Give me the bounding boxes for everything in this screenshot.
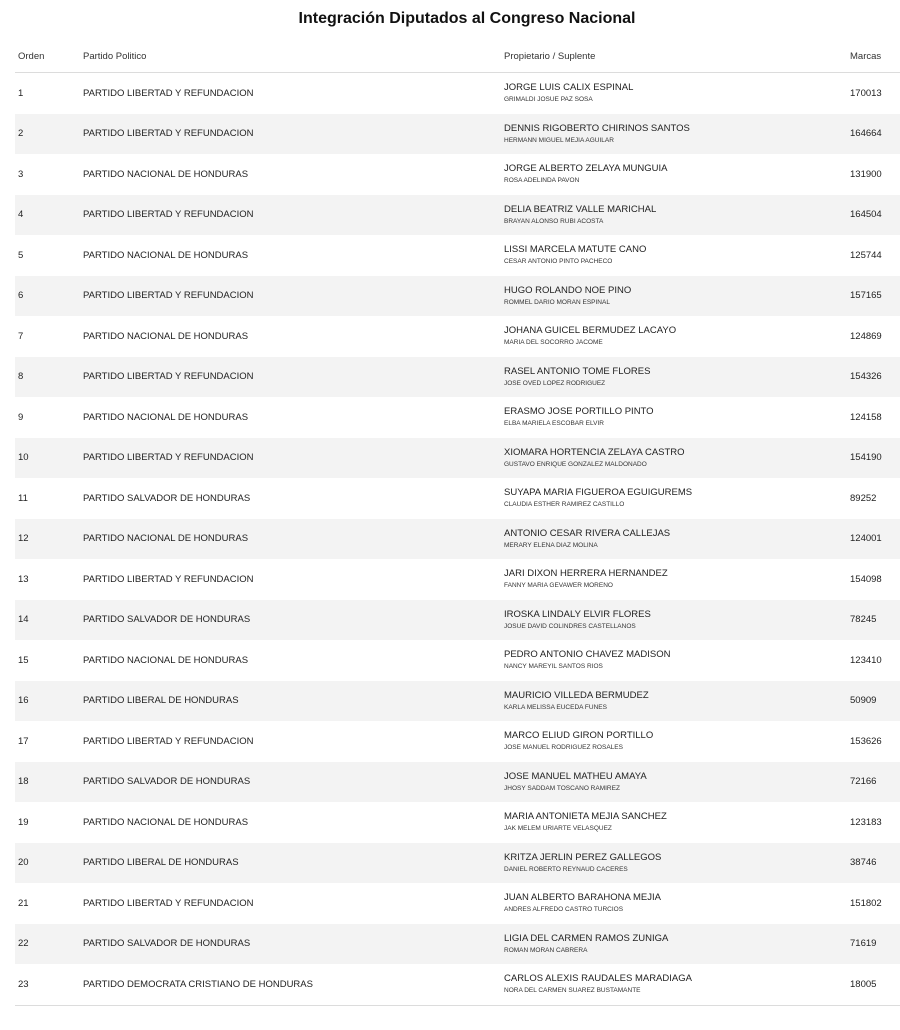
candidatos-cell (504, 802, 850, 843)
candidatos-cell (504, 235, 850, 276)
orden-cell: 14 (15, 600, 80, 641)
suplente-name: JOSUE DAVID COLINDRES CASTELLANOS (504, 622, 636, 630)
marcas-cell: 153626 (850, 735, 882, 747)
header-row (15, 41, 900, 73)
partido-cell: PARTIDO NACIONAL DE HONDURAS (83, 654, 249, 666)
partido-cell: PARTIDO LIBERTAD Y REFUNDACION (80, 276, 504, 317)
candidatos-cell (504, 600, 850, 641)
table-row (15, 397, 900, 438)
orden-cell: 2 (15, 114, 80, 155)
candidatos-cell (504, 681, 850, 722)
table-row (15, 721, 900, 762)
table-row (15, 519, 900, 560)
candidatos-cell (504, 478, 850, 519)
column-header-orden: Orden (15, 41, 80, 73)
suplente-name: ROMAN MORAN CABRERA (504, 946, 588, 954)
table-row (15, 924, 900, 965)
orden-cell: 3 (18, 168, 24, 180)
orden-cell: 21 (18, 897, 29, 909)
table-row (15, 235, 900, 276)
table-row (15, 883, 900, 924)
orden-cell: 5 (18, 249, 24, 261)
partido-cell: PARTIDO LIBERTAD Y REFUNDACION (83, 897, 254, 909)
marcas-cell: 71619 (850, 924, 900, 965)
partido-cell: PARTIDO LIBERTAD Y REFUNDACION (80, 195, 504, 236)
partido-cell: PARTIDO SALVADOR DE HONDURAS (83, 492, 251, 504)
partido-cell: PARTIDO LIBERTAD Y REFUNDACION (83, 87, 254, 99)
suplente-name: DANIEL ROBERTO REYNAUD CACERES (504, 865, 628, 873)
propietario-name: JOSE MANUEL MATHEU AMAYA (504, 770, 647, 782)
column-header-partido: Partido Politico (80, 41, 504, 73)
orden-cell: 12 (15, 519, 80, 560)
marcas-cell: 18005 (850, 964, 900, 1005)
propietario-name: JARI DIXON HERRERA HERNANDEZ (504, 568, 668, 580)
candidatos-cell (504, 114, 850, 155)
partido-cell: PARTIDO LIBERTAD Y REFUNDACION (80, 438, 504, 479)
partido-cell: PARTIDO SALVADOR DE HONDURAS (80, 600, 504, 641)
partido-cell: PARTIDO NACIONAL DE HONDURAS (83, 411, 249, 423)
marcas-cell: 123410 (850, 654, 882, 666)
partido-cell: PARTIDO SALVADOR DE HONDURAS (80, 924, 504, 965)
orden-cell: 7 (18, 330, 24, 342)
propietario-name: HUGO ROLANDO NOE PINO (504, 284, 632, 296)
suplente-name: ANDRES ALFREDO CASTRO TURCIOS (504, 906, 624, 914)
marcas-cell: 157165 (850, 276, 900, 317)
suplente-name: JOSE MANUEL RODRIGUEZ ROSALES (504, 744, 623, 752)
table-row (15, 478, 900, 519)
propietario-name: DELIA BEATRIZ VALLE MARICHAL (504, 203, 657, 215)
orden-cell: 22 (15, 924, 80, 965)
propietario-name: JUAN ALBERTO BARAHONA MEJIA (504, 892, 661, 904)
partido-cell: PARTIDO NACIONAL DE HONDURAS (83, 249, 249, 261)
table-row (15, 357, 900, 398)
candidatos-cell (504, 924, 850, 965)
candidatos-cell (504, 883, 850, 924)
column-header-marcas: Marcas (850, 41, 900, 73)
marcas-cell: 131900 (850, 168, 882, 180)
candidatos-cell (504, 559, 850, 600)
candidatos-cell (504, 640, 850, 681)
partido-cell: PARTIDO LIBERAL DE HONDURAS (80, 681, 504, 722)
marcas-cell: 154098 (850, 573, 882, 585)
suplente-name: MARIA DEL SOCORRO JACOME (504, 339, 603, 347)
propietario-name: RASEL ANTONIO TOME FLORES (504, 365, 651, 377)
suplente-name: FANNY MARIA GEVAWER MORENO (504, 582, 613, 590)
page-title: Integración Diputados al Congreso Nacional (298, 10, 636, 27)
candidatos-cell (504, 438, 850, 479)
marcas-cell: 78245 (850, 600, 900, 641)
suplente-name: HERMANN MIGUEL MEJIA AGUILAR (504, 136, 614, 144)
suplente-name: ELBA MARIELA ESCOBAR ELVIR (504, 420, 604, 428)
candidatos-cell (504, 154, 850, 195)
propietario-name: JOHANA GUICEL BERMUDEZ LACAYO (504, 325, 677, 337)
suplente-name: GUSTAVO ENRIQUE GONZALEZ MALDONADO (504, 460, 647, 468)
diputados-table (15, 41, 900, 1006)
table-row (15, 114, 900, 155)
marcas-cell: 164664 (850, 114, 900, 155)
marcas-cell: 50909 (850, 681, 900, 722)
table-row (15, 843, 900, 884)
suplente-name: CLAUDIA ESTHER RAMIREZ CASTILLO (504, 501, 625, 509)
table-row (15, 276, 900, 317)
orden-cell: 23 (15, 964, 80, 1005)
orden-cell: 8 (15, 357, 80, 398)
candidatos-cell (504, 276, 850, 317)
partido-cell: PARTIDO LIBERTAD Y REFUNDACION (83, 573, 254, 585)
orden-cell: 4 (15, 195, 80, 236)
propietario-name: SUYAPA MARIA FIGUEROA EGUIGUREMS (504, 487, 693, 499)
table-row (15, 438, 900, 479)
partido-cell: PARTIDO NACIONAL DE HONDURAS (83, 816, 249, 828)
candidatos-cell (504, 721, 850, 762)
orden-cell: 19 (18, 816, 29, 828)
table-row (15, 640, 900, 681)
suplente-name: CESAR ANTONIO PINTO PACHECO (504, 258, 613, 266)
candidatos-cell (504, 964, 850, 1005)
orden-cell: 16 (15, 681, 80, 722)
candidatos-cell (504, 519, 850, 560)
suplente-name: NORA DEL CARMEN SUAREZ BUSTAMANTE (504, 987, 641, 995)
orden-cell: 11 (18, 492, 28, 504)
table-row (15, 681, 900, 722)
orden-cell: 15 (18, 654, 29, 666)
suplente-name: MERARY ELENA DIAZ MOLINA (504, 541, 598, 549)
candidatos-cell (504, 195, 850, 236)
partido-cell: PARTIDO LIBERAL DE HONDURAS (80, 843, 504, 884)
candidatos-cell (504, 762, 850, 803)
suplente-name: GRIMALDI JOSUE PAZ SOSA (504, 96, 593, 104)
partido-cell: PARTIDO SALVADOR DE HONDURAS (80, 762, 504, 803)
table-header (15, 41, 900, 73)
suplente-name: JOSE OVED LOPEZ RODRIGUEZ (504, 379, 606, 387)
suplente-name: JAK MELEM URIARTE VELASQUEZ (504, 825, 612, 833)
column-header-candidatos: Propietario / Suplente (504, 41, 850, 73)
suplente-name: KARLA MELISSA EUCEDA FUNES (504, 703, 607, 711)
orden-cell: 13 (18, 573, 29, 585)
marcas-cell: 154190 (850, 438, 900, 479)
partido-cell: PARTIDO NACIONAL DE HONDURAS (80, 519, 504, 560)
orden-cell: 9 (18, 411, 24, 423)
marcas-cell: 124001 (850, 519, 900, 560)
propietario-name: LIGIA DEL CARMEN RAMOS ZUNIGA (504, 932, 669, 944)
orden-cell: 18 (15, 762, 80, 803)
marcas-cell: 124158 (850, 411, 882, 423)
table-row (15, 316, 900, 357)
table-row (15, 154, 900, 195)
suplente-name: NANCY MAREYIL SANTOS RIOS (504, 663, 603, 671)
partido-cell: PARTIDO LIBERTAD Y REFUNDACION (80, 114, 504, 155)
propietario-name: KRITZA JERLIN PEREZ GALLEGOS (504, 851, 662, 863)
table-row (15, 559, 900, 600)
marcas-cell: 151802 (850, 897, 882, 909)
orden-cell: 10 (15, 438, 80, 479)
propietario-name: MARCO ELIUD GIRON PORTILLO (504, 730, 654, 742)
partido-cell: PARTIDO DEMOCRATA CRISTIANO DE HONDURAS (80, 964, 504, 1005)
orden-cell: 1 (18, 87, 24, 99)
table-row (15, 73, 900, 114)
suplente-name: ROSA ADELINDA PAVON (504, 177, 580, 185)
table-row (15, 600, 900, 641)
table-row (15, 762, 900, 803)
propietario-name: IROSKA LINDALY ELVIR FLORES (504, 608, 651, 620)
marcas-cell: 125744 (850, 249, 882, 261)
partido-cell: PARTIDO NACIONAL DE HONDURAS (83, 330, 249, 342)
table-row (15, 195, 900, 236)
candidatos-cell (504, 843, 850, 884)
orden-cell: 20 (15, 843, 80, 884)
partido-cell: PARTIDO LIBERTAD Y REFUNDACION (83, 735, 254, 747)
table-row (15, 964, 900, 1005)
candidatos-cell (504, 357, 850, 398)
partido-cell: PARTIDO LIBERTAD Y REFUNDACION (80, 357, 504, 398)
marcas-cell: 154326 (850, 357, 900, 398)
suplente-name: ROMMEL DARIO MORAN ESPINAL (504, 298, 610, 306)
candidatos-cell (504, 316, 850, 357)
suplente-name: BRAYAN ALONSO RUBI ACOSTA (504, 217, 604, 225)
suplente-name: JHOSY SADDAM TOSCANO RAMIREZ (504, 784, 620, 792)
partido-cell: PARTIDO NACIONAL DE HONDURAS (83, 168, 249, 180)
propietario-name: JORGE ALBERTO ZELAYA MUNGUIA (504, 163, 668, 175)
propietario-name: MAURICIO VILLEDA BERMUDEZ (504, 689, 649, 701)
propietario-name: CARLOS ALEXIS RAUDALES MARADIAGA (504, 973, 692, 985)
marcas-cell: 164504 (850, 195, 900, 236)
orden-cell: 6 (15, 276, 80, 317)
marcas-cell: 123183 (850, 816, 882, 828)
candidatos-cell (504, 73, 850, 114)
propietario-name: ERASMO JOSE PORTILLO PINTO (504, 406, 654, 418)
marcas-cell: 124869 (850, 330, 882, 342)
propietario-name: PEDRO ANTONIO CHAVEZ MADISON (504, 649, 671, 661)
propietario-name: XIOMARA HORTENCIA ZELAYA CASTRO (504, 446, 685, 458)
table-row (15, 802, 900, 843)
marcas-cell: 170013 (850, 87, 882, 99)
marcas-cell: 89252 (850, 492, 877, 504)
propietario-name: ANTONIO CESAR RIVERA CALLEJAS (504, 527, 671, 539)
propietario-name: MARIA ANTONIETA MEJIA SANCHEZ (504, 811, 667, 823)
orden-cell: 17 (18, 735, 29, 747)
candidatos-cell (504, 397, 850, 438)
propietario-name: DENNIS RIGOBERTO CHIRINOS SANTOS (504, 122, 690, 134)
marcas-cell: 38746 (850, 843, 900, 884)
table-body (15, 73, 900, 1006)
propietario-name: JORGE LUIS CALIX ESPINAL (504, 82, 634, 94)
propietario-name: LISSI MARCELA MATUTE CANO (504, 244, 647, 256)
marcas-cell: 72166 (850, 762, 900, 803)
